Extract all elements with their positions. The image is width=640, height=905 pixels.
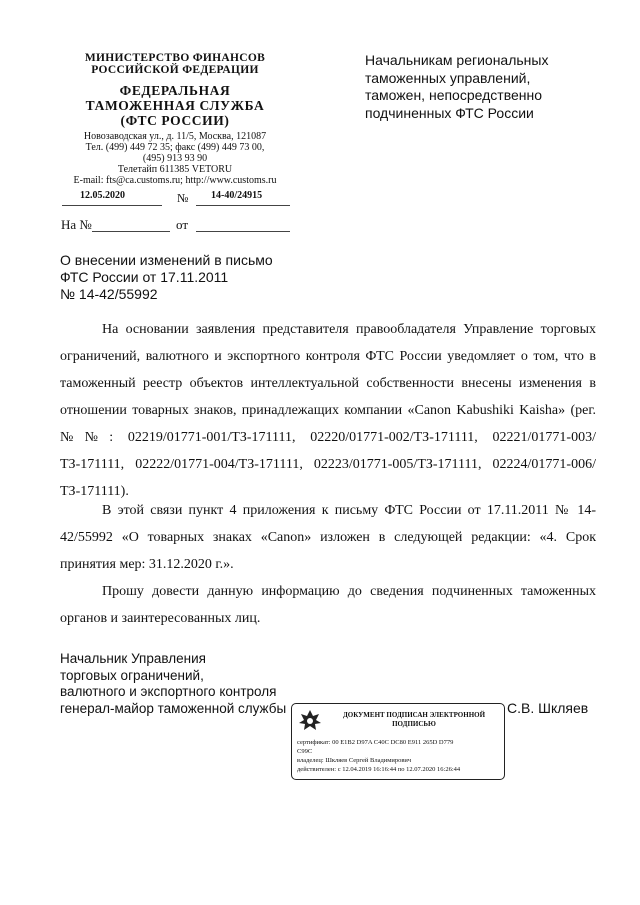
letter-date: 12.05.2020	[80, 190, 125, 201]
contact-phone: Тел. (499) 449 72 35; факс (499) 449 73 00,	[85, 142, 265, 153]
body-paragraph-3	[60, 578, 596, 632]
ministry-line-2: РОССИЙСКОЙ ФЕДЕРАЦИИ	[91, 64, 259, 76]
contact-phone-2: (495) 913 93 90	[142, 153, 208, 164]
na-label: На №	[61, 217, 92, 232]
body-paragraph-1	[60, 316, 596, 505]
addressee-line-3: таможен, непосредственно	[365, 87, 543, 103]
stamp-title-line-1: ДОКУМЕНТ ПОДПИСАН ЭЛЕКТРОННОЙ	[342, 711, 486, 719]
addressee-line-2: таможенных управлений,	[365, 69, 531, 86]
stamp-validity: действителен: с 12.04.2019 16:16:44 по 12.07.2020 16:26:44	[297, 766, 461, 773]
contact-email: E-mail: fts@ca.customs.ru; http://www.customs.ru	[73, 175, 277, 186]
stamp-details	[297, 738, 502, 774]
letter-number: 14-40/24915	[211, 190, 263, 201]
stamp-certificate: сертификат: 00 E1B2 D97A C40C DC80 E911 265D D779	[297, 739, 454, 746]
position-line-3: валютного и экспортного контроля	[60, 684, 277, 699]
addressee	[365, 52, 605, 122]
ot-label: от	[176, 217, 189, 232]
na-underline	[92, 231, 170, 232]
signatory-position	[60, 651, 300, 717]
agency-contacts	[60, 131, 290, 186]
subject	[60, 252, 300, 303]
date-underline	[62, 205, 162, 206]
subject-line-1: О внесении изменений в письмо	[60, 252, 273, 268]
emblem-icon	[297, 708, 323, 734]
position-line-1: Начальник Управления	[60, 651, 206, 666]
stamp-title-line-2: ПОДПИСЬЮ	[392, 719, 436, 728]
contact-address: Новозаводская ул., д. 11/5, Москва, 121087	[83, 131, 267, 142]
contact-teletype: Телетайп 611385 VETORU	[117, 164, 233, 175]
body-paragraph-2	[60, 497, 596, 578]
agency-line-1: ФЕДЕРАЛЬНАЯ	[119, 83, 231, 98]
number-underline	[196, 205, 290, 206]
number-label: №	[177, 191, 189, 205]
agency-line-2: ТАМОЖЕННАЯ СЛУЖБА	[85, 98, 265, 113]
body-paragraph-2-text: В этой связи пункт 4 приложения к письму ФТС России от 17.11.2011 № 14-42/55992 «О товарных знаках «Canon» изложен в следующей редакции: «4. Срок принятия мер: 31.12.2020 г.».	[60, 503, 596, 572]
signatory-name: С.В. Шкляев	[507, 700, 589, 716]
ministry-line-1: МИНИСТЕРСТВО ФИНАНСОВ	[84, 52, 266, 64]
stamp-certificate-cont: C99C	[297, 748, 313, 755]
stamp-title	[328, 711, 500, 728]
e-signature-stamp	[291, 703, 505, 780]
position-line-4: генерал-майор таможенной службы	[60, 700, 287, 716]
position-line-2: торговых ограничений,	[60, 667, 204, 683]
ministry-name	[60, 52, 290, 76]
subject-line-2: ФТС России от 17.11.2011	[60, 269, 229, 285]
agency-name	[60, 83, 290, 128]
body-paragraph-1-text: На основании заявления представителя правообладателя Управление торговых ограничений, валютного и экспортного контроля ФТС России уведомляет о том, что в таможенный реестр объектов интеллектуальной собственности внесены изменения в отношении товарных знаков, принадлежащих компании «Canon Kabushiki Kaisha» (рег. №№: 02219/01771-001/ТЗ-171111, 02220/01771-002/ТЗ-171111, 02221/01771-003/ТЗ-171111, 02222/01771-004/ТЗ-171111, 02223/01771-005/ТЗ-171111, 02224/01771-006/ТЗ-171111).	[60, 322, 596, 499]
agency-line-3: (ФТС РОССИИ)	[120, 113, 230, 128]
body-paragraph-3-text: Прошу довести данную информацию до сведения подчиненных таможенных органов и заинтересованных лиц.	[60, 584, 596, 626]
addressee-line-4: подчиненных ФТС России	[365, 104, 534, 121]
stamp-owner: владелец: Шкляев Сергей Владимирович	[297, 757, 412, 764]
subject-line-3: № 14-42/55992	[60, 286, 158, 302]
ot-underline	[196, 231, 290, 232]
addressee-line-1: Начальникам региональных	[365, 52, 549, 68]
